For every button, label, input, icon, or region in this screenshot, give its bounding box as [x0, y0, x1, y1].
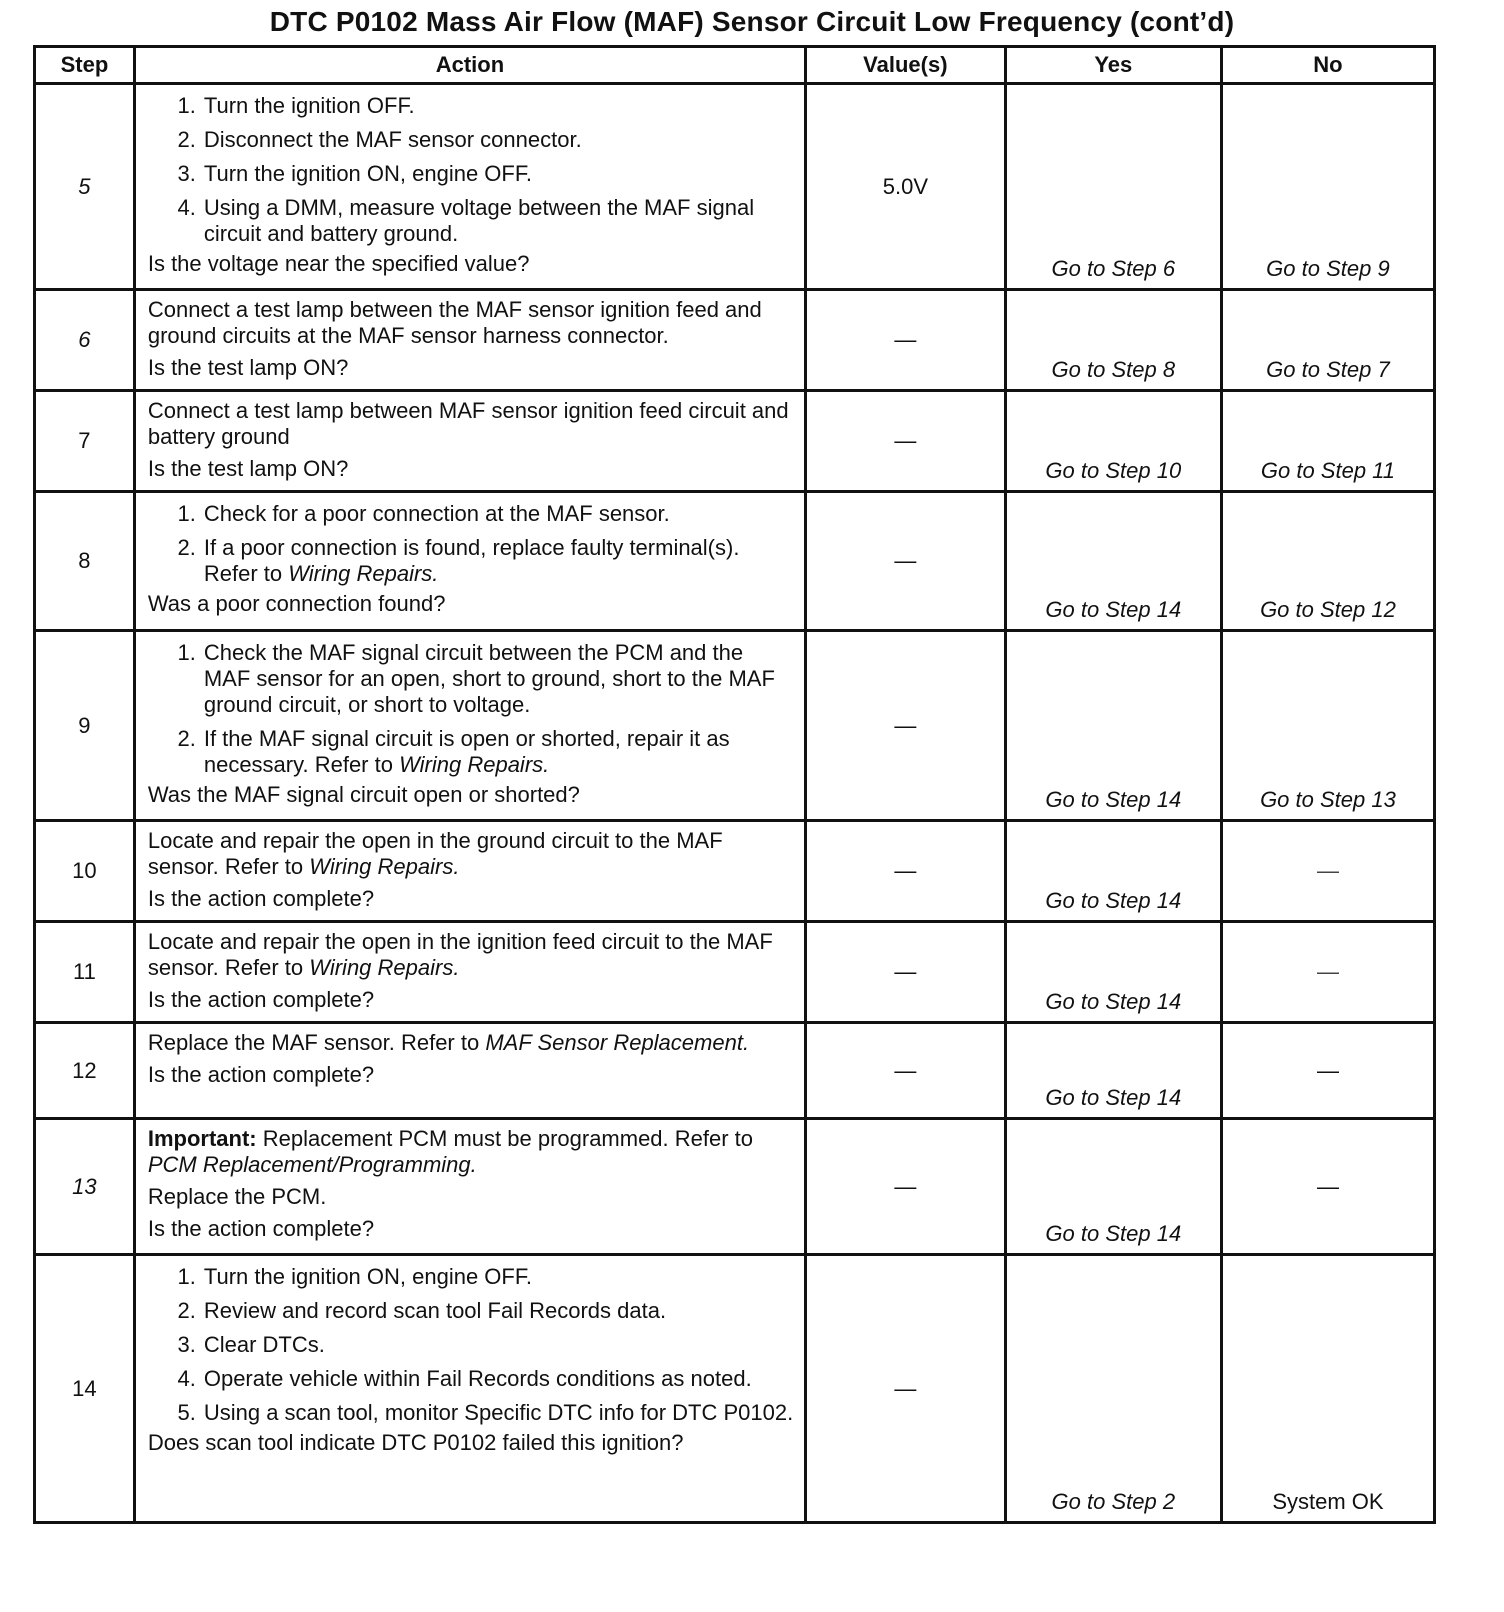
step-number: 7	[35, 391, 135, 492]
step-number: 12	[35, 1023, 135, 1119]
action-list	[148, 501, 794, 587]
table-row	[35, 631, 1435, 821]
value-cell: —	[806, 821, 1006, 922]
action-text: Connect a test lamp between MAF sensor ignition feed circuit and battery ground	[147, 398, 789, 449]
header-values: Value(s)	[806, 47, 1006, 84]
step-number: 6	[35, 290, 135, 391]
action-cell	[134, 631, 805, 821]
table-row	[35, 821, 1435, 922]
table-row	[35, 1119, 1435, 1255]
reference-link: Wiring Repairs.	[288, 561, 439, 586]
table-row	[35, 391, 1435, 492]
header-step: Step	[35, 47, 135, 84]
no-cell: Go to Step 7	[1221, 290, 1434, 391]
yes-cell: Go to Step 10	[1005, 391, 1221, 492]
action-text: Important: Replacement PCM must be programmed. Refer to PCM Replacement/Programming.	[147, 1126, 754, 1177]
step-number: 8	[35, 492, 135, 631]
table-row	[35, 290, 1435, 391]
action-question: Is the action complete?	[147, 1062, 375, 1087]
action-text: Locate and repair the open in the ignition feed circuit to the MAF sensor. Refer to Wiring Repairs.	[147, 929, 773, 980]
important-label: Important:	[147, 1126, 257, 1151]
table-row	[35, 1255, 1435, 1523]
page-title: DTC P0102 Mass Air Flow (MAF) Sensor Circuit Low Frequency (cont’d)	[269, 6, 1235, 37]
step-number: 10	[35, 821, 135, 922]
header-no: No	[1221, 47, 1434, 84]
value-cell: —	[806, 391, 1006, 492]
list-item: 5. Using a scan tool, monitor Specific DTC info for DTC P0102.	[177, 1400, 794, 1425]
list-item: 2. Disconnect the MAF sensor connector.	[177, 127, 582, 152]
action-cell	[134, 1255, 805, 1523]
action-cell	[134, 1119, 805, 1255]
action-text: Replace the MAF sensor. Refer to MAF Sensor Replacement.	[147, 1030, 750, 1055]
list-item: 3. Turn the ignition ON, engine OFF.	[177, 161, 532, 186]
yes-cell: Go to Step 14	[1005, 631, 1221, 821]
yes-cell: Go to Step 6	[1005, 84, 1221, 290]
no-cell: —	[1221, 1023, 1434, 1119]
yes-cell: Go to Step 14	[1005, 1119, 1221, 1255]
action-cell	[134, 922, 805, 1023]
no-cell: —	[1221, 1119, 1434, 1255]
list-item: 4. Using a DMM, measure voltage between the MAF signal circuit and battery ground.	[177, 195, 755, 246]
table-row	[35, 922, 1435, 1023]
action-question: Is the action complete?	[147, 1216, 375, 1241]
action-question: Was the MAF signal circuit open or shorted?	[147, 782, 580, 807]
step-number: 5	[35, 84, 135, 290]
table-row	[35, 84, 1435, 290]
list-item: 4. Operate vehicle within Fail Records conditions as noted.	[177, 1366, 752, 1391]
action-cell	[134, 290, 805, 391]
value-cell: —	[806, 1023, 1006, 1119]
no-cell: —	[1221, 821, 1434, 922]
list-item: 1. Turn the ignition OFF.	[177, 93, 415, 118]
yes-cell: Go to Step 14	[1005, 492, 1221, 631]
list-item: 1. Check the MAF signal circuit between the PCM and the MAF sensor for an open, short to ground, short to the MAF ground circuit, or short to voltage.	[177, 640, 775, 717]
reference-link: MAF Sensor Replacement.	[485, 1030, 750, 1055]
value-cell: 5.0V	[806, 84, 1006, 290]
list-item: 2. If the MAF signal circuit is open or shorted, repair it as necessary. Refer to Wiring Repairs.	[177, 726, 730, 777]
list-item: 3. Clear DTCs.	[177, 1332, 325, 1357]
action-list	[148, 93, 794, 247]
yes-cell: Go to Step 14	[1005, 821, 1221, 922]
step-number: 14	[35, 1255, 135, 1523]
action-question: Is the voltage near the specified value?	[147, 251, 530, 276]
reference-link: Wiring Repairs.	[309, 854, 460, 879]
action-text: Connect a test lamp between the MAF sensor ignition feed and ground circuits at the MAF sensor harness connector.	[147, 297, 762, 348]
list-item: 1. Check for a poor connection at the MAF sensor.	[177, 501, 670, 526]
value-cell: —	[806, 1255, 1006, 1523]
table-row	[35, 492, 1435, 631]
yes-cell: Go to Step 14	[1005, 1023, 1221, 1119]
reference-link: PCM Replacement/Programming.	[147, 1152, 477, 1177]
yes-cell: Go to Step 2	[1005, 1255, 1221, 1523]
reference-link: Wiring Repairs.	[309, 955, 460, 980]
value-cell: —	[806, 290, 1006, 391]
step-number: 11	[35, 922, 135, 1023]
action-text: Locate and repair the open in the ground circuit to the MAF sensor. Refer to Wiring Repairs.	[147, 828, 723, 879]
list-item: 2. Review and record scan tool Fail Records data.	[177, 1298, 667, 1323]
action-question: Does scan tool indicate DTC P0102 failed this ignition?	[147, 1430, 684, 1455]
header-action: Action	[134, 47, 805, 84]
value-cell: —	[806, 1119, 1006, 1255]
no-cell: Go to Step 13	[1221, 631, 1434, 821]
value-cell: —	[806, 922, 1006, 1023]
header-yes: Yes	[1005, 47, 1221, 84]
no-cell: Go to Step 9	[1221, 84, 1434, 290]
yes-cell: Go to Step 14	[1005, 922, 1221, 1023]
yes-cell: Go to Step 8	[1005, 290, 1221, 391]
action-cell	[134, 84, 805, 290]
action-question: Is the action complete?	[147, 886, 375, 911]
no-cell: Go to Step 12	[1221, 492, 1434, 631]
list-item: 2. If a poor connection is found, replace faulty terminal(s). Refer to Wiring Repairs.	[177, 535, 740, 586]
action-question: Is the test lamp ON?	[147, 355, 349, 380]
action-question: Is the test lamp ON?	[147, 456, 349, 481]
action-cell	[134, 492, 805, 631]
value-cell: —	[806, 631, 1006, 821]
action-list	[148, 1264, 794, 1426]
action-list	[148, 640, 794, 778]
action-cell	[134, 391, 805, 492]
action-question: Is the action complete?	[147, 987, 375, 1012]
table-row	[35, 1023, 1435, 1119]
step-number: 13	[35, 1119, 135, 1255]
step-number: 9	[35, 631, 135, 821]
value-cell: —	[806, 492, 1006, 631]
action-cell	[134, 1023, 805, 1119]
action-cell	[134, 821, 805, 922]
list-item: 1. Turn the ignition ON, engine OFF.	[177, 1264, 532, 1289]
no-cell: —	[1221, 922, 1434, 1023]
action-question: Was a poor connection found?	[147, 591, 446, 616]
reference-link: Wiring Repairs.	[399, 752, 550, 777]
action-text-2: Replace the PCM.	[147, 1184, 327, 1209]
no-cell: Go to Step 11	[1221, 391, 1434, 492]
table-header-row	[35, 47, 1435, 84]
diagnostic-table	[33, 45, 1436, 1524]
no-cell: System OK	[1221, 1255, 1434, 1523]
